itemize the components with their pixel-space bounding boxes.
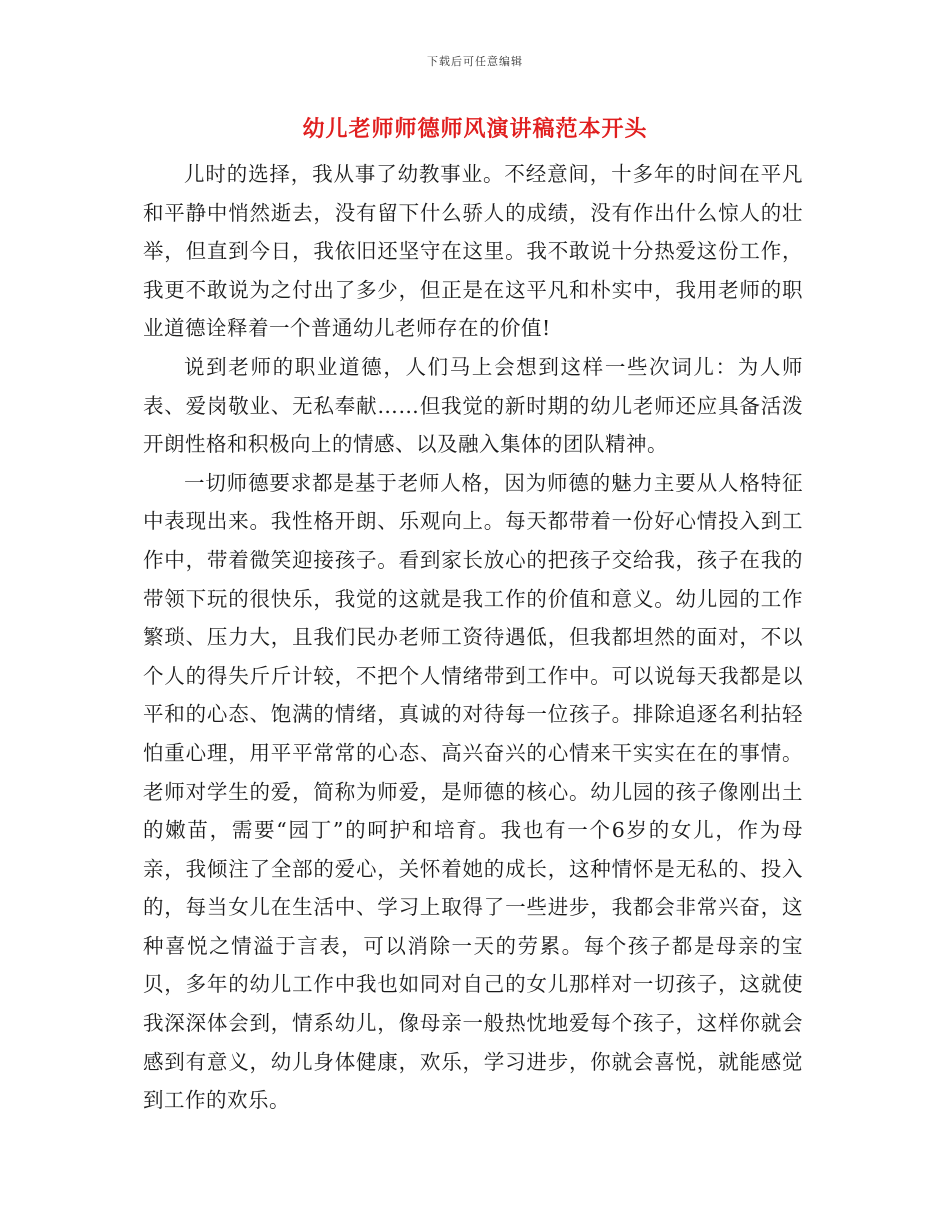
header-note: 下载后可任意编辑 [427, 55, 523, 68]
paragraph-3: 一切师德要求都是基于老师人格，因为师德的魅力主要从人格特征中表现出来。我性格开朗、乐观向上。每天都带着一份好心情投入到工作中，带着微笑迎接孩子。看到家长放心的把孩子交给我，孩子在我的带领下玩的很快乐，我觉的这就是我工作的价值和意义。幼儿园的工作繁琐、压力大，且我们民办老师工资待遇低，但我都坦然的面对，不以个人的得失斤斤计较，不把个人情绪带到工作中。可以说每天我都是以平和的心态、饱满的情绪，真诚的对待每一位孩子。排除追逐名利拈轻怕重心理，用平平常常的心态、高兴奋兴的心情来干实实在在的事情。 老师对学生的爱，简称为师爱，是师德的核心。幼儿园的孩子像刚出土的嫩苗，需要“园丁”的呵护和培育。我也有一个6岁的女儿，作为母亲，我倾注了全部的爱心，关怀着她的成长，这种情怀是无私的、投入的，每当女儿在生活中、学习上取得了一些进步，我都会非常兴奋，这种喜悦之情溢于言表，可以消除一天的劳累。每个孩子都是母亲的宝贝，多年的幼儿工作中我也如同对自己的女儿那样对一切孩子，这就使我深深体会到，情系幼儿，像母亲一般热忱地爱每个孩子，这样你就会感到有意义，幼儿身体健康，欢乐，学习进步，你就会喜悦，就能感觉到工作的欢乐。 [143, 470, 803, 1113]
document-body [143, 155, 803, 1120]
document-title: 幼儿老师师德师风演讲稿范本开头 [302, 116, 648, 142]
paragraph-2: 说到老师的职业道德，人们马上会想到这样一些次词儿：为人师表、爱岗敬业、无私奉献……但我觉的新时期的幼儿老师还应具备活泼开朗性格和积极向上的情感、以及融入集体的团队精神。 [143, 354, 803, 457]
paragraph-1: 儿时的选择，我从事了幼教事业。不经意间，十多年的时间在平凡和平静中悄然逝去，没有留下什么骄人的成绩，没有作出什么惊人的壮举，但直到今日，我依旧还坚守在这里。我不敢说十分热爱这份工作，我更不敢说为之付出了多少，但正是在这平凡和朴实中，我用老师的职业道德诠释着一个普通幼儿老师存在的价值! [143, 162, 803, 341]
